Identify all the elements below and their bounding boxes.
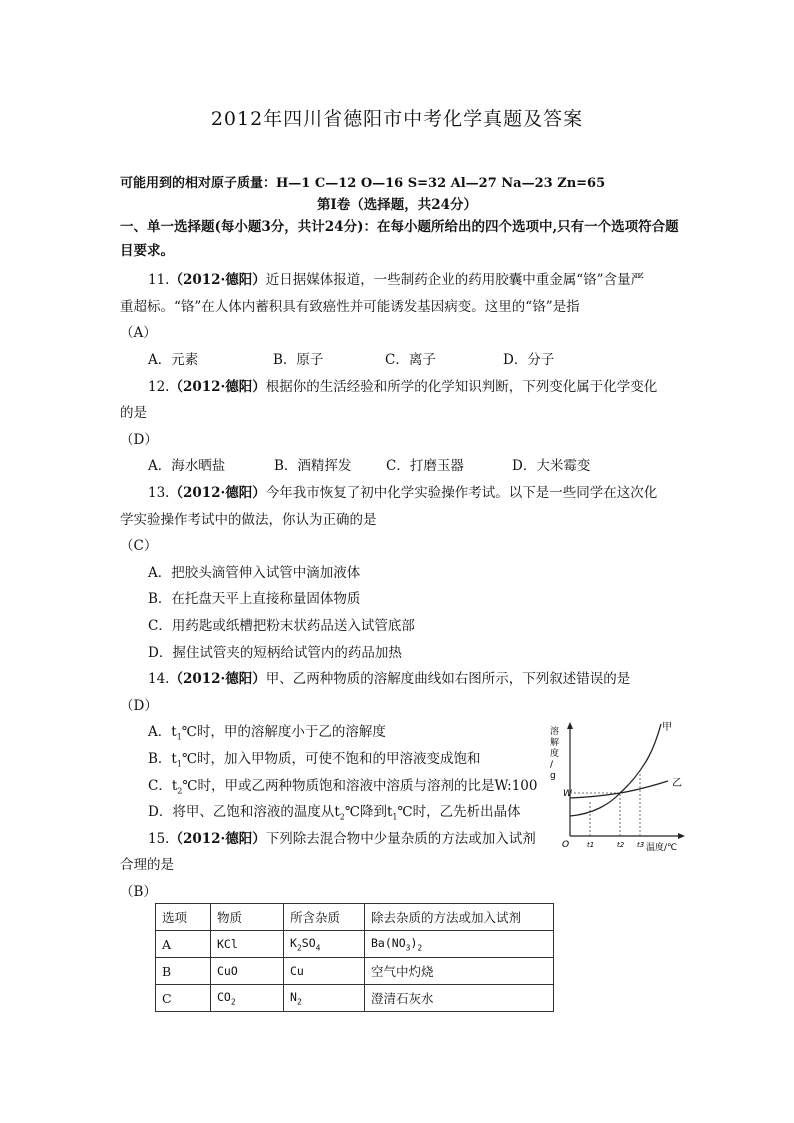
q14-option-c: C．$t_2℃$时，甲或乙两种物质饱和溶液中溶质与溶剂的比是W:100 bbox=[148, 778, 538, 796]
table-cell: $N_2$ bbox=[284, 985, 365, 1012]
impurity-table bbox=[155, 903, 554, 1012]
y-label-4: / bbox=[550, 760, 554, 770]
table-header-row bbox=[156, 904, 554, 931]
atomic-masses: 可能用到的相对原子质量：H—1 C—12 O—16 S=32 Al—27 Na—23 Zn=65 bbox=[120, 176, 606, 191]
q11-option-b: B．原子 bbox=[273, 352, 324, 368]
q11-option-c: C．离子 bbox=[385, 352, 436, 368]
table-cell: $CO_2$ bbox=[211, 985, 284, 1012]
q13-option-c: C．用药匙或纸槽把粉末状药品送入试管底部 bbox=[148, 618, 415, 634]
q15-line1: 15.（2012·德阳）下列除去混合物中少量杂质的方法或加入试剂 bbox=[148, 831, 536, 847]
q15-answer: （B） bbox=[120, 884, 157, 900]
table-header: 选项 bbox=[156, 904, 211, 931]
q14-option-b: B．$t_1℃$时，加入甲物质，可使不饱和的甲溶液变成饱和 bbox=[148, 751, 481, 769]
q11-option-d: D．分子 bbox=[503, 352, 555, 368]
q12-option-d: D．大米霉变 bbox=[512, 458, 591, 474]
q13-option-b: B．在托盘天平上直接称量固体物质 bbox=[148, 591, 361, 607]
q15-line2: 合理的是 bbox=[120, 857, 174, 873]
q14-option-d: D．将甲、乙饱和溶液的温度从$t_2℃$降到$t_1℃$时，乙先析出晶体 bbox=[148, 804, 521, 822]
table-row bbox=[156, 985, 554, 1012]
q12-answer: （D） bbox=[120, 432, 158, 448]
q12-options bbox=[148, 456, 590, 476]
table-cell: A bbox=[156, 931, 211, 958]
y-label-3: 度 bbox=[550, 749, 560, 759]
curve-yi bbox=[570, 781, 668, 798]
table-cell: C bbox=[156, 985, 211, 1012]
curve-jia bbox=[570, 724, 661, 816]
q11-options bbox=[148, 350, 554, 370]
x-axis-arrow bbox=[678, 833, 685, 839]
q12-option-a: A．海水晒盐 bbox=[148, 458, 226, 474]
q14-option-a: A．$t_1℃$时，甲的溶解度小于乙的溶解度 bbox=[148, 724, 386, 742]
table-header: 所含杂质 bbox=[284, 904, 365, 931]
q13-option-a: A．把胶头滴管伸入试管中滴加液体 bbox=[148, 565, 361, 581]
q12-option-c: C．打磨玉器 bbox=[386, 458, 464, 474]
q11-line2: 重超标。“铬”在人体内蓄积具有致癌性并可能诱发基因病变。这里的“铬”是指 bbox=[120, 299, 580, 315]
w-label: W bbox=[563, 789, 572, 799]
table-row bbox=[156, 931, 554, 958]
table-row bbox=[156, 958, 554, 985]
curve-jia-label: 甲 bbox=[662, 722, 672, 733]
table-cell: B bbox=[156, 958, 211, 985]
q14-answer: （D） bbox=[120, 698, 158, 714]
q13-answer: （C） bbox=[120, 538, 158, 554]
q11-option-a: A．元素 bbox=[148, 352, 199, 368]
part-heading: 第Ⅰ卷（选择题，共24分） bbox=[316, 197, 478, 213]
table-cell: 空气中灼烧 bbox=[365, 958, 554, 985]
q13-line2: 学实验操作考试中的做法，你认为正确的是 bbox=[120, 512, 377, 528]
solubility-chart bbox=[548, 720, 690, 860]
t3-label: t3 bbox=[637, 841, 645, 849]
table-header: 物质 bbox=[211, 904, 284, 931]
page-title: 2012年四川省德阳市中考化学真题及答案 bbox=[210, 108, 584, 130]
y-label-1: 溶 bbox=[550, 727, 560, 737]
table-cell: CuO bbox=[211, 958, 284, 985]
y-label-2: 解 bbox=[550, 738, 560, 748]
y-label-5: g bbox=[550, 771, 556, 781]
table-header: 除去杂质的方法或加入试剂 bbox=[365, 904, 554, 931]
y-axis-arrow bbox=[567, 722, 573, 729]
table-cell: 澄清石灰水 bbox=[365, 985, 554, 1012]
q11-answer: （A） bbox=[120, 325, 157, 341]
curve-yi-label: 乙 bbox=[672, 778, 682, 789]
table-cell: $K_2SO_4$ bbox=[284, 931, 365, 958]
q12-line2: 的是 bbox=[120, 405, 147, 421]
section-heading: 一、单一选择题(每小题3分，共计24分)：在每小题所给出的四个选项中,只有一个选项符合题目要求。 bbox=[120, 219, 679, 259]
table-cell: KCl bbox=[211, 931, 284, 958]
t2-label: t2 bbox=[617, 841, 625, 849]
t1-label: t1 bbox=[587, 841, 595, 849]
q14-line1: 14.（2012·德阳）甲、乙两种物质的溶解度曲线如右图所示，下列叙述错误的是 bbox=[148, 671, 631, 687]
table-cell: Cu bbox=[284, 958, 365, 985]
x-label: 温度/℃ bbox=[646, 843, 678, 853]
origin-label: O bbox=[562, 840, 570, 850]
q11-line1: 11.（2012·德阳）近日据媒体报道，一些制药企业的药用胶囊中重金属“铬”含量严 bbox=[148, 272, 645, 288]
q12-line1: 12.（2012·德阳）根据你的生活经验和所学的化学知识判断，下列变化属于化学变化 bbox=[148, 379, 658, 395]
q12-option-b: B．酒精挥发 bbox=[274, 458, 352, 474]
q13-option-d: D．握住试管夹的短柄给试管内的药品加热 bbox=[148, 645, 402, 661]
q13-line1: 13.（2012·德阳）今年我市恢复了初中化学实验操作考试。以下是一些同学在这次化 bbox=[148, 485, 658, 501]
table-cell: $Ba(NO_3)_2$ bbox=[365, 931, 554, 958]
